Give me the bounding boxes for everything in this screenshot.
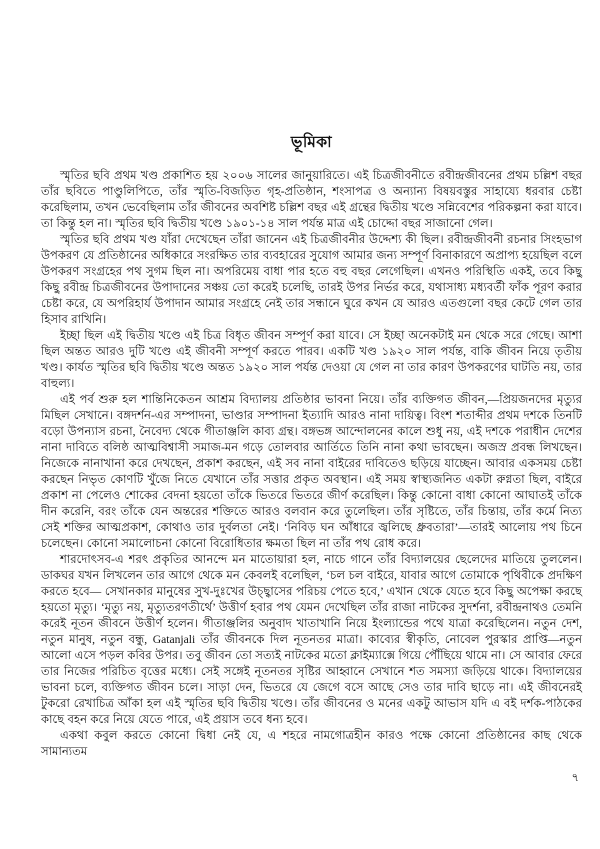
body-paragraph-3: ইচ্ছা ছিল এই দ্বিতীয় খণ্ডে এই চিত্র বিধৃত জীবন সম্পূর্ণ করা যাবে। সে ইচ্ছা অনেকটাই মন থেকে সরে গেছে। আশা ছিল অন্তত আরও দুটি খণ্ডে এই জীবনী সম্পূর্ণ করতে পারব। একটি খণ্ড ১৯২০ সাল পর্যন্ত, বাকি জীবন নিয়ে তৃতীয় খণ্ড। কার্যত স্মৃতির ছবি দ্বিতীয় খণ্ডে অন্তত ১৯২০ সাল পর্যন্ত দেওয়া যে গেল না তার কারণ উপকরণের ঘাটতি নয়, তার বাহুল্য। bbox=[41, 329, 582, 390]
body-paragraph-2: স্মৃতির ছবি প্রথম খণ্ড যাঁরা দেখেছেন তাঁরা জানেন এই চিত্রজীবনীর উদ্দেশ্য কী ছিল। রবীন্দ্রজীবনী রচনার সিংহভাগ উপকরণ যে প্রতিষ্ঠানের অধিকারে সংরক্ষিত তার ব্যবহারের সুযোগ আমার জন্য সম্পূর্ণ বিনাকারণে অপ্রাপ্য হয়েছিল বলে উপকরণ সংগ্রহের পথ সুগম ছিল না। অপরিমেয় বাধা পার হতে বহু বছর লেগেছিল। এখনও পরিস্থিতি একই, তবে কিছু কিছু রবীন্দ্র চিত্রজীবনের উপাদানের সঞ্চয় তো করেই চলেছি, তারই উপর নির্ভর করে, যথাসাধ্য মধ্যবর্তী ফাঁক পূরণ করার চেষ্টা করে, যে অপরিহার্য উপাদান আমার সংগ্রহে নেই তার সন্ধানে ঘুরে কখন যে আরও এতগুলো বছর কেটে গেল তার হিসাব রাখিনি। bbox=[41, 233, 582, 326]
page-number: ৭ bbox=[571, 772, 579, 784]
body-paragraph-6: একথা কবুল করতে কোনো দ্বিধা নেই যে, এ শহরে নামগোত্রহীন কারও পক্ষে কোনো প্রতিষ্ঠানের কাছ থেকে সামান্যতম bbox=[41, 729, 582, 758]
body-paragraph-1: স্মৃতির ছবি প্রথম খণ্ড প্রকাশিত হয় ২০০৬ সালের জানুয়ারিতে। এই চিত্রজীবনীতে রবীন্দ্রজীবনের প্রথম চল্লিশ বছর তাঁর ছবিতে পাণ্ডুলিপিতে, তাঁর স্মৃতি-বিজড়িত গৃহ-প্রতিষ্ঠান, শংসাপত্র ও অন্যান্য বিষয়বস্তুর সাহায্যে ধরবার চেষ্টা করেছিলাম, তখন ভেবেছিলাম তাঁর জীবনের অবশিষ্ট চল্লিশ বছর এই গ্রন্থের দ্বিতীয় খণ্ডে সন্নিবেশের পরিকল্পনা করা যাবে। তা কিন্তু হল না। স্মৃতির ছবি দ্বিতীয় খণ্ডে ১৯০১-১৪ সাল পর্যন্ত মাত্র এই চোদ্দো বছর সাজানো গেল। bbox=[41, 169, 582, 230]
body-paragraph-4: এই পর্ব শুরু হল শান্তিনিকেতন আশ্রম বিদ্যালয় প্রতিষ্ঠার ভাবনা নিয়ে। তাঁর ব্যক্তিগত জীবন,—প্রিয়জনদের মৃত্যুর মিছিল সেখানে। বঙ্গদর্শন-এর সম্পাদনা, ভাণ্ডার সম্পাদনা ইত্যাদি আরও নানা দায়িত্ব। বিংশ শতাব্দীর প্রথম দশকে তিনটি বড়ো উপন্যাস রচনা, নৈবেদ্য থেকে গীতাঞ্জলি কাব্য গ্রন্থ। বঙ্গভঙ্গ আন্দোলনের কালে শুধু নয়, এই দশকে পরাধীন দেশের নানা দাবিতে বলিষ্ঠ আত্মবিশ্বাসী সমাজ-মন গড়ে তোলবার আর্তিতে তিনি নানা কথা ভাবছেন। অজস্র প্রবন্ধ লিখছেন। নিজেকে নানাখানা করে দেখছেন, প্রকাশ করছেন, এই সব নানা বাইরের দাবিতেও ছড়িয়ে যাচ্ছেন। আবার একসময় চেষ্টা করছেন নিভৃত কোণটি খুঁজে নিতে যেখানে তাঁর সত্তার প্রকৃত অবস্থান। এই সময় স্বাস্থ্যজনিত একটা রুগ্নতা ছিল, বাইরে প্রকাশ না পেলেও শোকের বেদনা হয়তো তাঁকে ভিতরে ভিতরে জীর্ণ করেছিল। কিন্তু কোনো বাধা কোনো আঘাতই তাঁকে দীন করেনি, বরং তাঁকে যেন অন্তরের শক্তিতে আরও বলবান করে তুলেছিল। তাঁর সৃষ্টিতে, তাঁর চিন্তায়, তাঁর কর্মে নিত্য সেই শক্তির আত্মপ্রকাশ, কোথাও তার দুর্বলতা নেই। ‘নিবিড় ঘন আঁধারে জ্বলিছে ধ্রুবতারা’—তারই আলোয় পথ চিনে চলেছেন। কোনো সমালোচনা কোনো বিরোধিতার ক্ষমতা ছিল না তাঁর পথ রোধ করে। bbox=[41, 393, 582, 550]
body-paragraph-5: শারদোৎসব-এ শরৎ প্রকৃতির আনন্দে মন মাতোয়ারা হল, নাচে গানে তাঁর বিদ্যালয়ের ছেলেদের মাতিয়ে তুললেন। ডাকঘর যখন লিখলেন তার আগে থেকে মন কেবলই বলেছিল, ‘চল চল বাইরে, যাবার আগে তোমাকে পৃথিবীকে প্রদক্ষিণ করতে হবে— সেখানকার মানুষের সুখ-দুঃখের উচ্ছ্বাসের পরিচয় পেতে হবে,’ এখান থেকে যেতে হবে কিছু অপেক্ষা করছে হয়তো মৃত্যু। ‘মৃত্যু নয়, মৃত্যুতরণতীর্থে’ উত্তীর্ণ হবার পথ যেমন দেখেছিল তাঁর রাজা নাটকের সুদর্শনা, রবীন্দ্রনাথও তেমনি করেই নূতন জীবনে উত্তীর্ণ হলেন। গীতাঞ্জলির অনুবাদ খাতাখানি নিয়ে ইংল্যান্ডের পথে যাত্রা করেছিলেন। নতুন দেশ, নতুন মানুষ, নতুন বন্ধু, Gatanjali তাঁর জীবনকে দিল নূতনতর মাত্রা। কাব্যের স্বীকৃতি, নোবেল পুরস্কার প্রাপ্তি—নতুন আলো এসে পড়ল কবির উপর। তবু জীবন তো সত্যই নাটকের মতো ক্লাইম্যাক্সে গিয়ে পৌঁছিয়ে থামে না। সে আবার ফেরে তার নিজের পরিচিত বৃত্তের মধ্যে। সেই সঙ্গেই নূতনতর সৃষ্টির আহ্বানে সেখানে শত সমস্যা জড়িয়ে থাকে। বিদ্যালয়ের ভাবনা চলে, ব্যক্তিগত জীবন চলে। সাড়া দেন, ভিতরে যে জেগে বসে আছে সেও তার দাবি ছাড়ে না। এই জীবনেরই টুকরো রেখাচিত্র আঁকা হল এই স্মৃতির ছবি দ্বিতীয় খণ্ডে। তাঁর জীবনের ও মনের একটু আভাস যদি এ বই দর্শক-পাঠকের কাছে বহন করে নিয়ে যেতে পারে, এই প্রয়াস তবে ধন্য হবে। bbox=[41, 553, 582, 726]
text-block bbox=[41, 130, 582, 760]
page-title: ভূমিকা bbox=[290, 134, 333, 151]
